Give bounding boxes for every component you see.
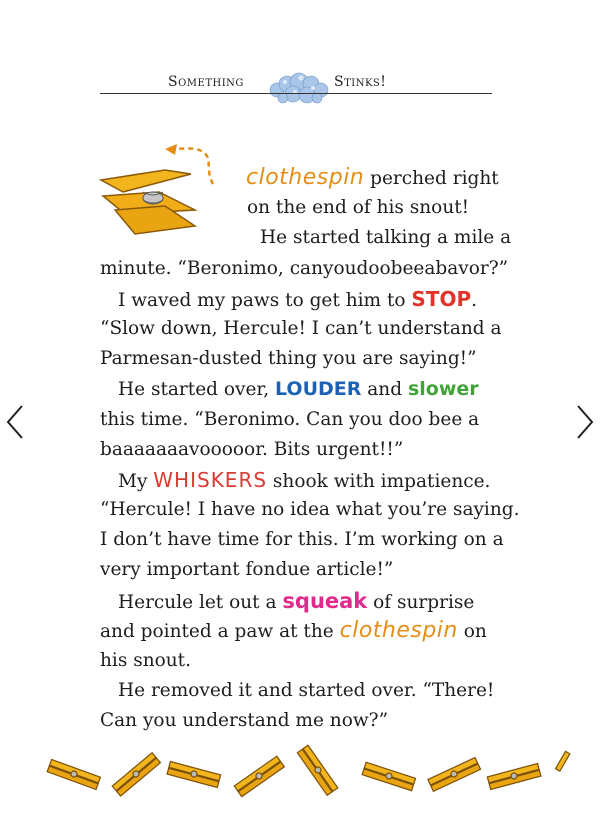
text-line: Parmesan-dusted thing you are saying!” bbox=[100, 348, 477, 370]
text-span: of surprise bbox=[367, 591, 475, 613]
text-line: He removed it and started over. “There! bbox=[118, 680, 495, 702]
header-right-title: Stinks! bbox=[334, 74, 387, 90]
text-span: My bbox=[118, 470, 154, 492]
clothespin-word: clothespin bbox=[246, 165, 365, 190]
text-line bbox=[100, 163, 499, 193]
text-line bbox=[100, 465, 490, 495]
louder-word: LOUDER bbox=[274, 378, 362, 401]
text-line bbox=[100, 586, 490, 616]
text-line: “Hercule! I have no idea what you’re saying. bbox=[100, 499, 520, 521]
text-line: He started talking a mile a bbox=[260, 227, 512, 249]
text-line: very important fondue article!” bbox=[100, 559, 394, 581]
text-span: and bbox=[361, 379, 408, 401]
text-span: . bbox=[471, 289, 478, 311]
clothespin-word: clothespin bbox=[339, 617, 458, 643]
text-line: I don’t have time for this. I’m working on a bbox=[100, 529, 504, 551]
text-line: “Slow down, Hercule! I can’t understand a bbox=[100, 317, 502, 339]
text-line: baaaaaaavooooor. Bits urgent!!” bbox=[100, 438, 404, 460]
text-line: Can you understand me now?” bbox=[100, 710, 389, 732]
text-line: on the end of his snout! bbox=[247, 197, 470, 219]
header-left-title: Something bbox=[168, 74, 244, 90]
header-rule bbox=[100, 93, 492, 94]
text-line: this time. “Beronimo. Can you doo bee a bbox=[100, 408, 480, 430]
text-line bbox=[100, 284, 490, 314]
text-span: and pointed a paw at the bbox=[100, 620, 340, 642]
text-line bbox=[100, 616, 490, 646]
story-text bbox=[100, 163, 520, 737]
stop-word: STOP bbox=[411, 286, 472, 311]
chevron-right-icon[interactable] bbox=[570, 402, 598, 442]
whiskers-word: WHISKERS bbox=[153, 467, 268, 492]
stink-cloud-icon bbox=[265, 68, 333, 108]
text-span: I waved my paws to get him to bbox=[118, 289, 412, 311]
text-span: perched right bbox=[364, 168, 499, 189]
text-span: Hercule let out a bbox=[118, 591, 283, 613]
text-line: his snout. bbox=[100, 650, 191, 671]
text-line bbox=[100, 374, 490, 404]
running-header bbox=[100, 70, 492, 98]
chevron-left-icon[interactable] bbox=[2, 402, 30, 442]
slower-word: slower bbox=[407, 378, 479, 401]
text-line: minute. “Beronimo, canyoudoobeeabavor?” bbox=[100, 257, 509, 279]
squeak-word: squeak bbox=[282, 588, 368, 613]
text-span: shook with impatience. bbox=[267, 470, 491, 492]
text-span: on bbox=[457, 620, 487, 642]
clothespin-border-decoration bbox=[44, 744, 574, 804]
text-span: He started over, bbox=[118, 379, 275, 401]
